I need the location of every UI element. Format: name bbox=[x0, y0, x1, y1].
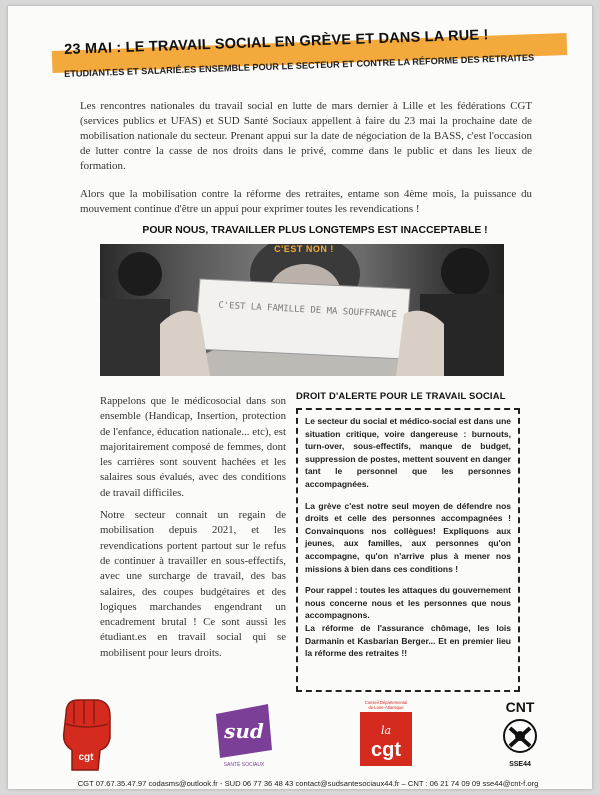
raised-fist-icon bbox=[52, 694, 118, 774]
flyer-page bbox=[8, 6, 592, 789]
protest-photo bbox=[100, 244, 504, 376]
sign-text: C'EST LA FAMILLE DE MA SOUFFRANCE bbox=[218, 300, 398, 321]
photo-caption: C'EST NON ! bbox=[274, 244, 334, 254]
alert-box bbox=[296, 408, 520, 692]
alert-paragraph-1: Le secteur du social et médico-social est dans une situation critique, voire dangereuse : burnouts, turn-over, sous-effectifs, manque de budget, suppression de postes, mettent souvent en danger tant le personnel que les personnes accompagnées. bbox=[305, 416, 511, 489]
alert-paragraph-3: Pour rappel : toutes les attaques du gouvernement nous concerne nous et les personnes que nous accompagnons. bbox=[305, 585, 511, 621]
flyer-subtitle: ETUDIANT.ES ET SALARIÉ.ES ENSEMBLE POUR LE SECTEUR ET CONTRE LA RÉFORME DES RETRAITES bbox=[64, 52, 535, 79]
slogan: POUR NOUS, TRAVAILLER PLUS LONGTEMPS EST INACCEPTABLE ! bbox=[142, 225, 488, 236]
svg-text:CNT: CNT bbox=[505, 699, 535, 715]
svg-text:cgt: cgt bbox=[78, 752, 94, 763]
left-paragraph-2: Notre secteur connait un regain de mobilisation depuis 2021, et les revendications portent partout sur le refus de continuer à travailler en sous-effectifs, avec une surcharge de travail, des bas salaires, des coupes budgétaires et des logiques marchandes engendrant un encadrement brutal ! Ce sont aussi les étudiant.es en travail social qui se mobilisent pour leurs droits. bbox=[100, 509, 286, 659]
intro-paragraph-1: Les rencontres nationales du travail social en lutte de mars dernier à Lille et les fédérations CGT (services publics et UFAS) et SUD Santé Sociaux appellent à faire du 23 mai la prochaine date de mobilisation nationale du secteur. Prenant appui sur la date de négociation de la BASS, c'est l'occasion de lutter contre la casse de nos droits dans le privé, comme dans le public et dans les lieux de formation. bbox=[80, 100, 532, 173]
svg-text:la: la bbox=[380, 724, 392, 737]
sud-logo bbox=[208, 698, 280, 768]
flyer-title: 23 MAI : LE TRAVAIL SOCIAL EN GRÈVE ET DANS LA RUE ! bbox=[64, 27, 489, 58]
svg-text:cgt: cgt bbox=[371, 739, 401, 761]
alert-paragraph-2: La grève c'est notre seul moyen de défendre nos droits et celle des personnes accompagnées ! Convainquons nos collègues! Expliquons aux jeunes, aux familles, aux personnes qu'on accompagne, qu'on n'arrive plus à mener nos missions à bien dans ces conditions ! bbox=[305, 500, 511, 574]
contact-footer: CGT 07.67.35.47.97 codasms@outlook.fr - SUD 06 77 36 48 43 contact@sudsantesociaux44.fr – CNT : 06 21 74 09 09 sse44@cnt-f.org bbox=[77, 779, 539, 788]
svg-text:Conseil Départemental: Conseil Départemental bbox=[364, 700, 408, 705]
left-column bbox=[100, 394, 286, 668]
left-paragraph-1: Rappelons que le médicosocial dans son ensemble (Handicap, Insertion, protection de l'enfance, éducation nationale... etc), est majoritairement composé de femmes, dont les carrières sont souvent hachées et les salaires sous évalués, avec des conditions de travail difficiles. bbox=[100, 395, 286, 499]
cgt-departement-logo bbox=[356, 696, 416, 768]
cgt-fist-logo bbox=[52, 694, 118, 774]
alert-paragraph-4: La réforme de l'assurance chômage, les lois Darmanin et Kasbarian Berger... Et en premier lieu la réforme des retraites !! bbox=[305, 622, 511, 659]
protest-photo-illustration bbox=[100, 244, 504, 376]
intro-paragraph-2: Alors que la mobilisation contre la réforme des retraites, entame son 4ème mois, la puissance du mouvement continue d'être un appui pour exprimer toutes les revendications ! bbox=[80, 188, 532, 216]
svg-text:SANTÉ SOCIAUX: SANTÉ SOCIAUX bbox=[223, 762, 265, 768]
svg-text:de Loire-Atlantique: de Loire-Atlantique bbox=[368, 705, 404, 710]
svg-text:sud: sud bbox=[224, 719, 264, 743]
cnt-logo bbox=[492, 698, 548, 770]
svg-text:SSE44: SSE44 bbox=[509, 761, 531, 768]
alert-heading: DROIT D'ALERTE POUR LE TRAVAIL SOCIAL bbox=[296, 390, 506, 401]
